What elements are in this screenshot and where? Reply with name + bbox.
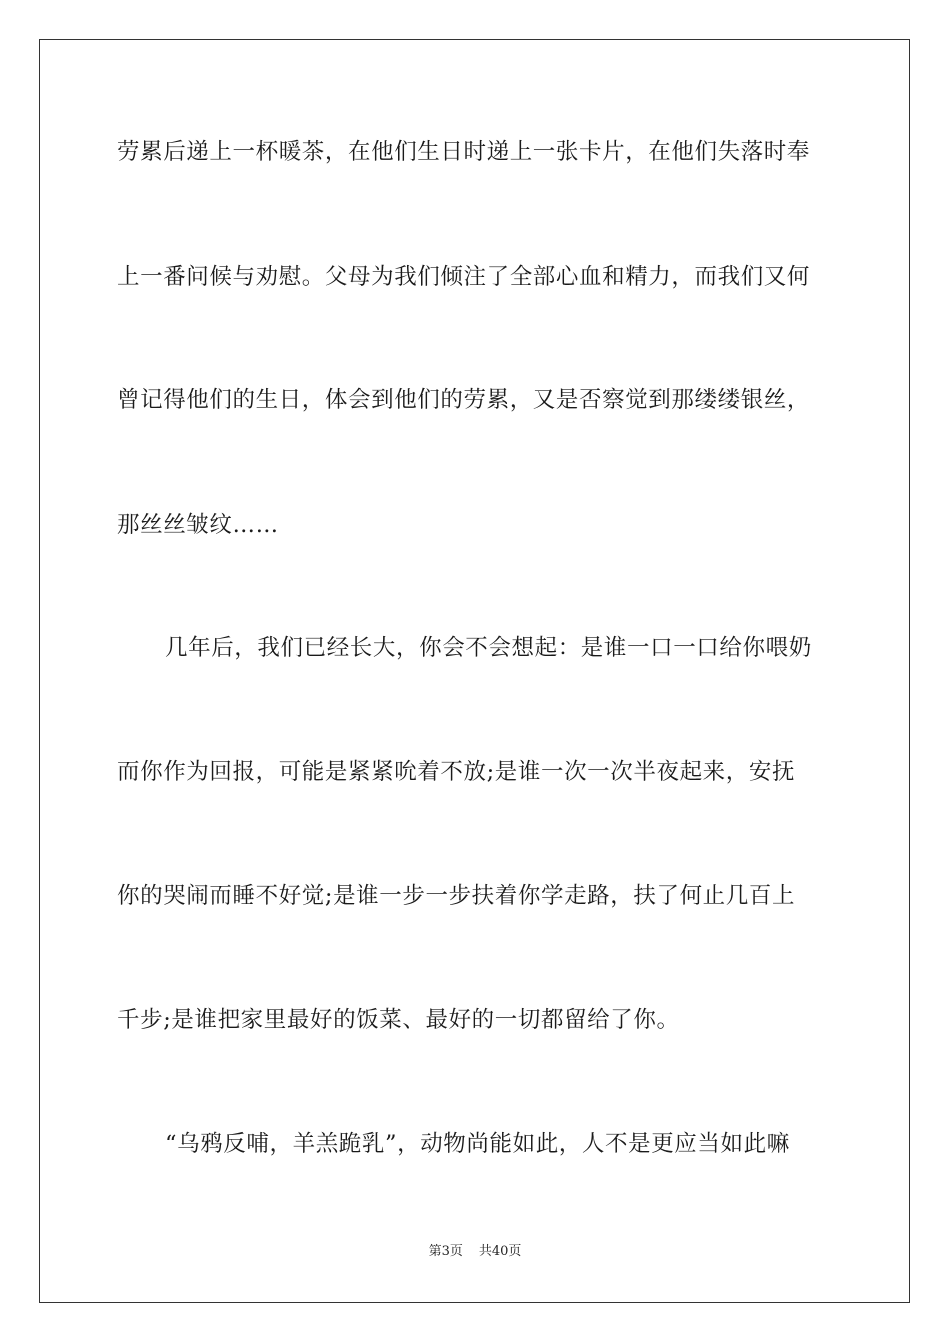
body-text-line: 劳累后递上一杯暖茶，在他们生日时递上一张卡片，在他们失落时奉 — [117, 139, 811, 165]
page-footer — [0, 1243, 950, 1261]
body-text-line: 曾记得他们的生日，体会到他们的劳累，又是否察觉到那缕缕银丝， — [117, 387, 811, 413]
paragraph-first-line: “乌鸦反哺，羊羔跪乳”，动物尚能如此，人不是更应当如此嘛 — [165, 1131, 790, 1157]
page-number: 第3页 — [428, 1244, 463, 1259]
paragraph-first-line: 几年后，我们已经长大，你会不会想起：是谁一口一口给你喂奶 — [165, 635, 812, 661]
body-text-line: 你的哭闹而睡不好觉;是谁一步一步扶着你学走路，扶了何止几百上 — [117, 883, 796, 909]
body-text-line: 而你作为回报，可能是紧紧吮着不放;是谁一次一次半夜起来，安抚 — [117, 759, 796, 785]
page-border — [39, 39, 910, 1303]
body-text-line: 上一番问候与劝慰。父母为我们倾注了全部心血和精力，而我们又何 — [117, 264, 811, 290]
total-pages: 共40页 — [478, 1244, 522, 1259]
body-text-line: 那丝丝皱纹…… — [117, 512, 279, 538]
body-text-line: 千步;是谁把家里最好的饭菜、最好的一切都留给了你。 — [117, 1007, 680, 1033]
